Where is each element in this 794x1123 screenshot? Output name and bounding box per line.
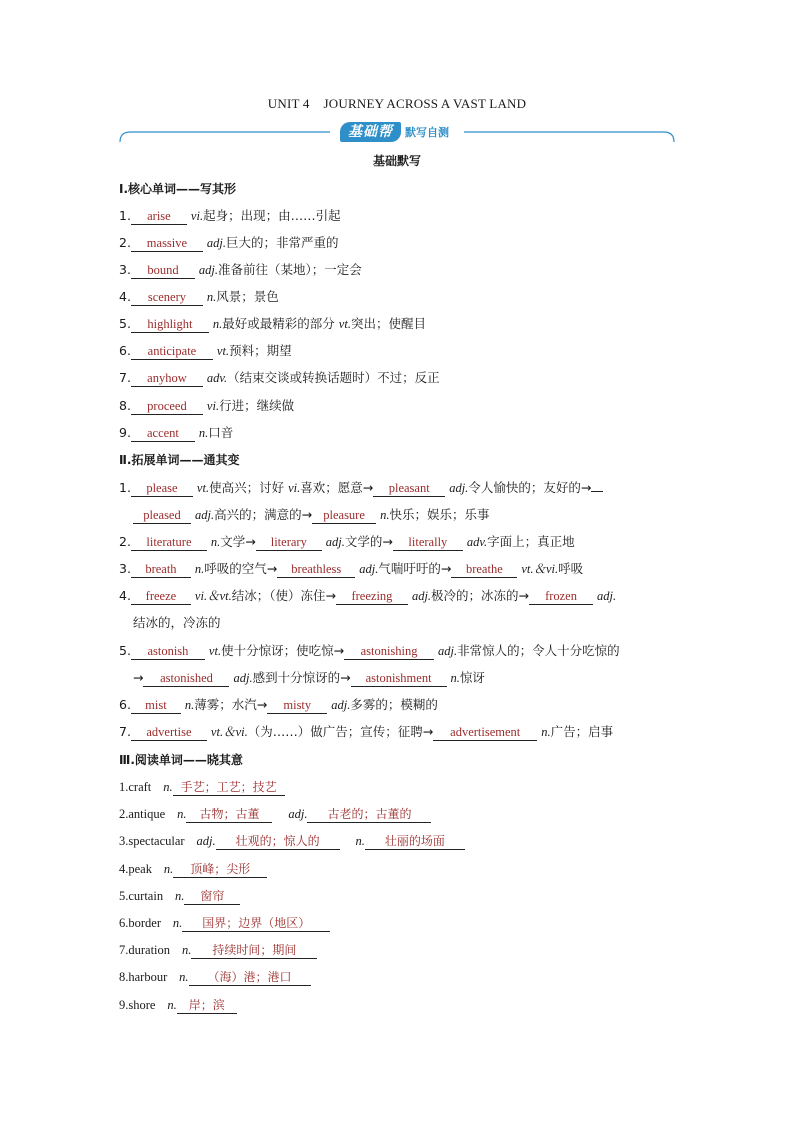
list-item: 9.shore n. 岸；滨 (119, 996, 237, 1014)
list-item: 2. massive adj.巨大的；非常严重的 (119, 235, 339, 250)
list-item: 5.curtain n. 窗帘 (119, 887, 240, 905)
list-item: 2.antique n. 古物；古董 adj. 古老的；古董的 (119, 805, 431, 823)
list-item: 5. highlight n.最好或最精彩的部分 vt.突出；使醒目 (119, 316, 426, 331)
list-item: 3.spectacular adj. 壮观的；惊人的 n. 壮丽的场面 (119, 832, 465, 850)
answer-blank: breathless (277, 562, 355, 578)
list-item: 6. anticipate vt.预料；期望 (119, 343, 292, 358)
answer-blank: pleasure (312, 508, 376, 524)
answer-blank: advertise (131, 725, 207, 741)
answer-blank: pleased (133, 508, 191, 524)
answer-blank: accent (131, 426, 195, 442)
answer-blank: scenery (131, 290, 203, 306)
answer-blank: breath (131, 562, 191, 578)
list-item: 1. please vt.使高兴；讨好 vi.喜欢；愿意→ pleasant adj.令人愉快的；友好的→ (119, 479, 603, 497)
section-subheading: 基础默写 (372, 154, 421, 168)
answer-blank: pleasant (373, 481, 445, 497)
answer-blank: 古老的；古董的 (307, 807, 431, 823)
answer-blank: （海）港；港口 (189, 970, 311, 986)
answer-blank: literary (256, 535, 322, 551)
answer-blank: 岸；滨 (177, 998, 237, 1014)
answer-blank: arise (131, 209, 187, 225)
banner-sub-label: 默写自测 (405, 126, 449, 139)
list-item: 3. breath n.呼吸的空气→ breathless adj.气喘吁吁的→ breathe vt.＆vi.呼吸 (119, 561, 584, 576)
list-item: 6. mist n.薄雾；水汽→ misty adj.多雾的；模糊的 (119, 697, 438, 712)
answer-blank: breathe (451, 562, 517, 578)
answer-blank: freeze (131, 589, 191, 605)
list-item: 9. accent n.口音 (119, 425, 234, 440)
list-item: 2. literature n.文学→ literary adj.文学的→ literally adv.字面上；真正地 (119, 534, 575, 549)
answer-blank: frozen (529, 589, 593, 605)
list-item: 7. advertise vt.＆vi.（为……）做广告；宣传；征聘→ advertisement n.广告；启事 (119, 724, 614, 739)
answer-blank: 窗帘 (184, 889, 240, 905)
answer-blank: proceed (131, 399, 203, 415)
answer-blank: anyhow (131, 371, 203, 387)
list-item: 1.craft n. 手艺；工艺；技艺 (119, 778, 285, 796)
list-item: 8.harbour n. （海）港；港口 (119, 968, 311, 986)
answer-blank: 国界；边界（地区） (182, 916, 330, 932)
list-item: 6.border n. 国界；边界（地区） (119, 914, 330, 932)
banner-badge (340, 122, 449, 142)
page-title (0, 96, 794, 112)
answer-blank: bound (131, 263, 195, 279)
answer-blank: highlight (131, 317, 209, 333)
section-banner (118, 120, 676, 146)
section1-heading: Ⅰ.核心单词——写其形 (119, 182, 237, 196)
answer-blank: advertisement (433, 725, 537, 741)
answer-blank: freezing (336, 589, 408, 605)
list-item: 1. arise vi.起身；出现；由……引起 (119, 208, 341, 223)
list-item: 7. anyhow adv.（结束交谈或转换话题时）不过；反正 (119, 370, 440, 385)
unit-name: JOURNEY ACROSS A VAST LAND (323, 96, 527, 111)
answer-blank: 壮观的；惊人的 (216, 834, 340, 850)
answer-blank: 顶峰；尖形 (173, 862, 267, 878)
answer-blank (591, 491, 603, 492)
answer-blank: massive (131, 236, 203, 252)
answer-blank: mist (131, 698, 181, 714)
answer-blank: astonished (143, 671, 229, 687)
list-item: 4.peak n. 顶峰；尖形 (119, 860, 267, 878)
answer-blank: astonish (131, 644, 205, 660)
list-item: 8. proceed vi.行进；继续做 (119, 398, 295, 413)
answer-blank: 手艺；工艺；技艺 (173, 780, 285, 796)
list-item: pleased adj.高兴的；满意的→ pleasure n.快乐；娱乐；乐事 (133, 506, 489, 524)
answer-blank: literature (131, 535, 207, 551)
section3-heading: Ⅲ.阅读单词——晓其意 (119, 753, 243, 767)
answer-blank: astonishing (344, 644, 434, 660)
answer-blank: 壮丽的场面 (365, 834, 465, 850)
answer-blank: 古物；古董 (186, 807, 272, 823)
list-item: → astonished adj.感到十分惊讶的→ astonishment n.惊讶 (133, 670, 485, 685)
list-item: 4. freeze vi.＆vt.结冰；（使）冻住→ freezing adj.极冷的；冰冻的→ frozen adj. (119, 588, 617, 603)
answer-blank: literally (393, 535, 463, 551)
section2-heading: Ⅱ.拓展单词——通其变 (119, 453, 240, 467)
list-item: 4. scenery n.风景；景色 (119, 289, 279, 304)
list-item-continuation: 结冰的，冷冻的 (133, 615, 221, 630)
list-item: 7.duration n. 持续时间；期间 (119, 941, 317, 959)
answer-blank: please (131, 481, 193, 497)
unit-label: UNIT 4 (267, 96, 310, 111)
answer-blank: misty (267, 698, 327, 714)
list-item: 5. astonish vt.使十分惊讶；使吃惊→ astonishing adj.非常惊人的；令人十分吃惊的 (119, 643, 620, 658)
list-item: 3. bound adj.准备前往（某地）；一定会 (119, 262, 362, 277)
banner-main-label: 基础帮 (340, 122, 401, 142)
answer-blank: astonishment (351, 671, 447, 687)
answer-blank: 持续时间；期间 (191, 943, 317, 959)
answer-blank: anticipate (131, 344, 213, 360)
